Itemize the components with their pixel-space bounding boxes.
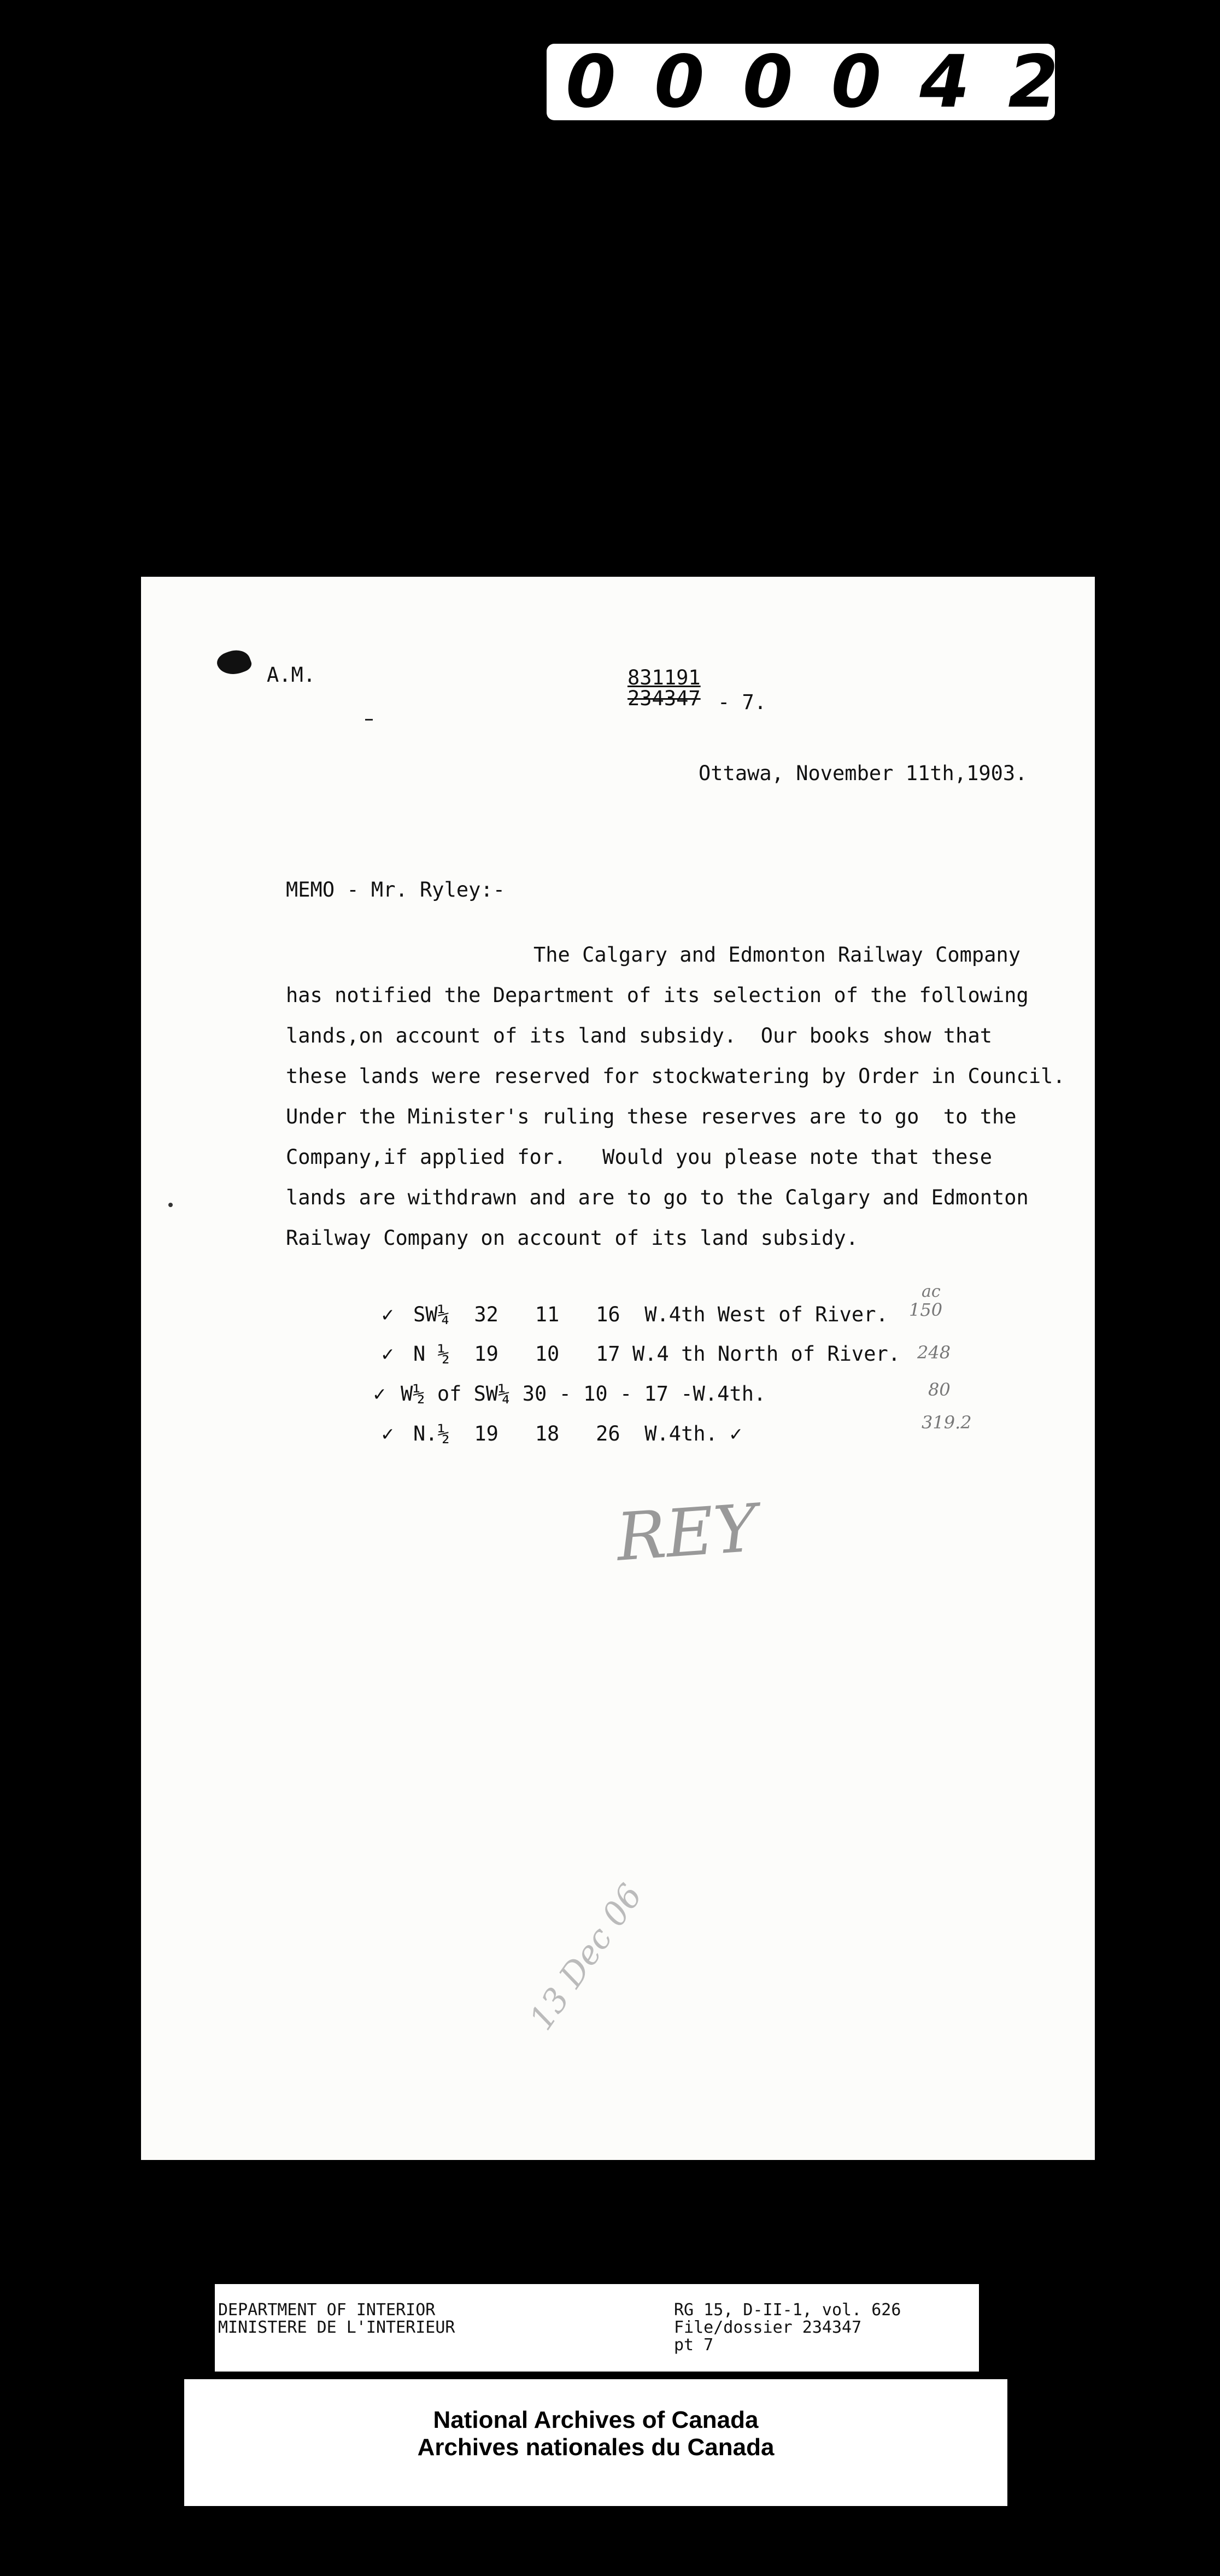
land-row: N ½ 19 10 17 W.4 th North of River. (413, 1342, 901, 1366)
frame-number-plate (547, 40, 1097, 124)
checkmark-icon: ✓ (382, 1342, 394, 1366)
body-line: has notified the Department of its selection of the following (286, 983, 1029, 1007)
body-line: lands,on account of its land subsidy. Our books show that (286, 1024, 993, 1047)
checkmark-icon: ✓ (373, 1382, 386, 1406)
acres-value: 80 (928, 1379, 951, 1400)
archive-name-fr: Archives nationales du Canada (417, 2434, 775, 2461)
archive-ref-line: pt 7 (674, 2335, 714, 2355)
checkmark-icon: ✓ (382, 1422, 394, 1445)
land-row: N.½ 19 18 26 W.4th. ✓ (413, 1422, 742, 1445)
file-ref-new: 831191 (627, 666, 701, 689)
land-row: W½ of SW¼ 30 - 10 - 17 -W.4th. (401, 1382, 766, 1406)
body-line: The Calgary and Edmonton Railway Company (533, 943, 1021, 967)
body-line: Railway Company on account of its land subsidy. (286, 1226, 858, 1250)
archive-footer (184, 2379, 1007, 2506)
memo-salutation: MEMO - Mr. Ryley:- (286, 878, 505, 901)
archive-reference-label (215, 2284, 979, 2372)
body-line: Under the Minister's ruling these reserves are to go to the (286, 1105, 1017, 1128)
body-line: these lands were reserved for stockwatering by Order in Council. (286, 1064, 1065, 1088)
checkmark-icon: ✓ (382, 1303, 394, 1326)
body-line: Company,if applied for. Would you please note that these (286, 1145, 993, 1169)
memo-initials: A.M. (267, 663, 316, 687)
stray-mark (365, 719, 373, 721)
handwritten-initials: REY (614, 1490, 760, 1576)
frame-number: 000042 (566, 40, 1097, 124)
handwritten-date: 13 Dec 06 (522, 1877, 650, 2038)
stray-dot (168, 1203, 173, 1207)
dept-name-fr: MINISTERE DE L'INTERIEUR (218, 2318, 455, 2337)
acres-value: 248 (917, 1342, 951, 1363)
acres-value: 319.2 (922, 1412, 972, 1433)
archive-ref-line: File/dossier 234347 (674, 2318, 862, 2337)
archive-ref-line: RG 15, D-II-1, vol. 626 (674, 2300, 901, 2320)
memo-page (141, 577, 1095, 2160)
land-row: SW¼ 32 11 16 W.4th West of River. (413, 1303, 888, 1326)
file-ref-old: 234347 (627, 687, 701, 710)
archive-name-en: National Archives of Canada (433, 2407, 759, 2433)
file-ref-suffix: - 7. (718, 690, 767, 714)
dept-name-en: DEPARTMENT OF INTERIOR (218, 2300, 436, 2320)
date-line: Ottawa, November 11th,1903. (699, 762, 1028, 785)
ink-blot-mark (214, 646, 253, 680)
acres-heading: ac (922, 1282, 941, 1301)
acres-value: 150 (909, 1299, 943, 1320)
body-line: lands are withdrawn and are to go to the Calgary and Edmonton (286, 1186, 1029, 1209)
